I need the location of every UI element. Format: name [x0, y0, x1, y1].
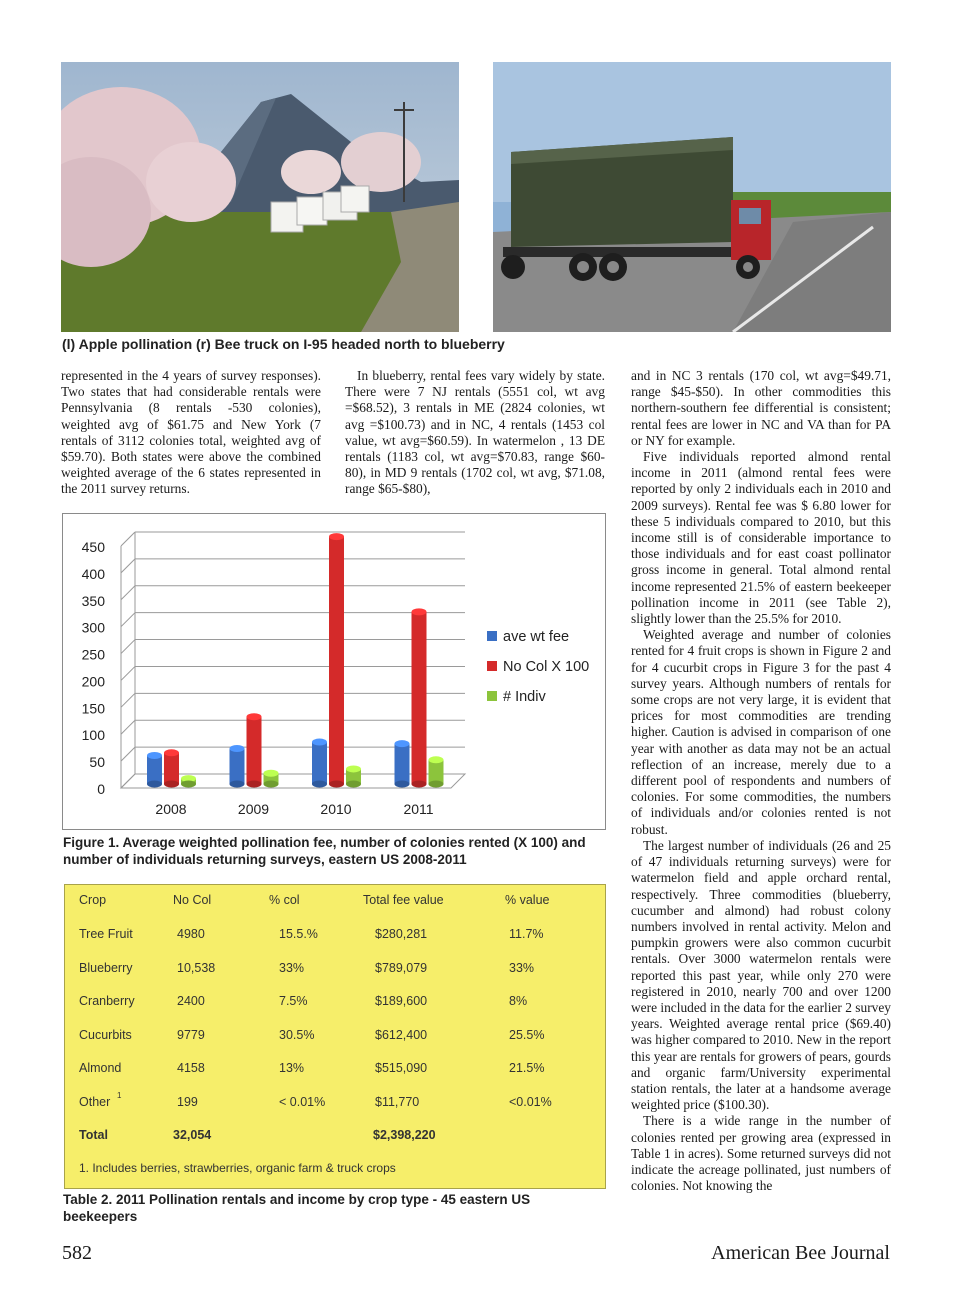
y-tick-label: 350 — [81, 592, 105, 609]
bar-cap — [329, 533, 344, 540]
y-tick-label: 300 — [81, 619, 105, 636]
gridline-diagonal — [121, 586, 135, 600]
header-no-col: No Col — [173, 893, 212, 907]
column-3-paragraph: There is a wide range in the number of colonies rented per growing area (expressed in Table 1 in acres). Some returned surveys did not indicate the acreage pollinated, just numbers of colonies. Not knowing the — [631, 1113, 891, 1194]
x-tick-label: 2010 — [320, 801, 352, 817]
legend-swatch — [487, 661, 497, 671]
column-1-paragraph: represented in the 4 years of survey responses). Two states that had considerable rentals were Pennsylvania (8 rentals -530 colonies), weighted avg of $61.75 and New York (7 rentals of 3112 colonies total, weighted avg of $59.70). Both states were above the combined weighted average of the 6 states represented in the 2011 survey returns. — [61, 368, 321, 497]
y-tick-label: 0 — [97, 781, 105, 797]
cell-crop: Cranberry — [79, 994, 135, 1009]
journal-name: American Bee Journal — [711, 1242, 890, 1264]
bee-truck-image — [493, 62, 891, 332]
cell-total-fee: $11,770 — [375, 1095, 420, 1109]
table-row — [65, 927, 605, 947]
bar-cap — [230, 745, 245, 752]
gridline-diagonal — [121, 747, 135, 761]
bar-base — [346, 781, 361, 788]
legend-swatch — [487, 691, 497, 701]
y-tick-label: 250 — [81, 646, 105, 663]
cell-crop: Other — [79, 1095, 111, 1109]
photo-caption: (l) Apple pollination (r) Bee truck on I-95 headed north to blueberry — [62, 336, 505, 352]
y-tick-label: 100 — [81, 727, 105, 744]
total-fee: $2,398,220 — [373, 1128, 436, 1142]
gridline-diagonal — [121, 720, 135, 734]
bar-cap — [147, 752, 162, 759]
cell-total-fee: $612,400 — [375, 1027, 428, 1042]
cell-crop: Tree Fruit — [79, 927, 133, 941]
cell-pct-value: <0.01% — [509, 1095, 552, 1109]
apple-orchard-image — [61, 62, 459, 332]
bar-base — [264, 781, 279, 788]
bar-chart — [63, 514, 605, 829]
bar-cap — [164, 749, 179, 756]
column-3-paragraph: Weighted average and number of colonies rented for 4 fruit crops is shown in Figure 2 and for 4 cucurbit crops in Figure 3 for the past 4 survey years. Although numbers of rentals for some crops are not very large, it is evident that prices for most commodities are trending higher. Caution is advised in comparison of one year with another as data may not be an actual reflection of an increase, merely due to a different pool of respondents and numbers of colonies. For some commodities, the numbers of individuals and/or colonies rented is not robust. — [631, 627, 891, 837]
column-2-paragraph: In blueberry, rental fees vary widely by state. There were 7 NJ rentals (5551 col, wt avg =$68.52), 3 rentals in ME (2824 colonies, wt avg =$100.73) and in NC, 4 rentals (1453 col value, wt avg=$60.59). In watermelon , 13 DE rentals (1183 col, wt avg=$70.83, range $60-80), in MD 9 rentals (1702 col, wt avg, $71.08, range $65-$80), — [345, 368, 605, 497]
cell-no-col: 10,538 — [177, 960, 216, 975]
cell-total-fee: $515,090 — [375, 1061, 428, 1076]
header-pct-value: % value — [505, 893, 550, 907]
apple-pollination-photo — [61, 62, 459, 332]
cell-pct-value: 25.5% — [509, 1027, 545, 1042]
gridline-diagonal — [121, 559, 135, 573]
table-footnote — [65, 1161, 605, 1179]
legend-swatch — [487, 631, 497, 641]
bar-base — [147, 781, 162, 788]
cell-total-fee: $189,600 — [375, 994, 428, 1009]
bar-base — [412, 781, 427, 788]
cell-no-col: 9779 — [177, 1027, 205, 1042]
bar-no-col-x-100 — [329, 537, 344, 784]
cell-pct-col: 30.5% — [279, 1027, 315, 1042]
bar-base — [164, 781, 179, 788]
cell-pct-col: < 0.01% — [279, 1095, 326, 1109]
column-3-paragraph: The largest number of individuals (26 and 25 of 47 individuals returning surveys) were for watermelon field and apple orchard rental, respectively. Three commodities (blueberry, cucumber and almond) had robust colony numbers involved in rental activity. Melon and pumpkin growers were also common cucurbit rentals. Over 3000 watermelon rentals were reported this past year, while only 270 were registered in 2010, nearly 700 and over 1200 were included in the data for the earlier 2 survey years. Weighted average rental price ($69.40) was higher compared to 2010. New in the report this year are rentals for growers of pears, gourds and organic farm/University experimental station rentals, the later at a handsome average weighted price ($100.30). — [631, 837, 891, 1113]
bar-cap — [264, 770, 279, 777]
table-row — [65, 1091, 605, 1115]
bar-no-col-x-100 — [247, 717, 262, 784]
bar-cap — [247, 713, 262, 720]
column-1-text — [61, 368, 321, 498]
cell-pct-value: 11.7% — [509, 927, 544, 941]
bar-cap — [395, 740, 410, 747]
cell-pct-col: 15.5.% — [279, 927, 318, 941]
gridline-diagonal — [121, 532, 135, 546]
cell-crop: Blueberry — [79, 960, 133, 975]
footnote-text: 1. Includes berries, strawberries, organic farm & truck crops — [79, 1161, 396, 1175]
table-row — [65, 1061, 605, 1081]
bar-base — [247, 781, 262, 788]
bar-cap — [429, 756, 444, 763]
cell-pct-col: 13% — [279, 1061, 305, 1076]
footnote-marker: 1 — [117, 1091, 122, 1100]
gridline-diagonal — [121, 693, 135, 707]
figure-1-caption: Figure 1. Average weighted pollination fee, number of colonies rented (X 100) and number of individuals returning surveys, eastern US 2008-2011 — [63, 835, 586, 867]
bee-truck-photo — [493, 62, 891, 332]
gridline-diagonal — [121, 640, 135, 654]
bar-base — [181, 781, 196, 788]
bar-cap — [346, 765, 361, 772]
table-header-row — [65, 893, 605, 913]
table-2-caption: Table 2. 2011 Pollination rentals and income by crop type - 45 eastern US beekeepers — [63, 1192, 531, 1224]
legend-label: ave wt fee — [503, 629, 570, 645]
bar-ave-wt-fee — [147, 755, 162, 784]
cell-crop: Cucurbits — [79, 1027, 132, 1042]
y-tick-label: 400 — [81, 565, 105, 582]
table-2 — [64, 884, 606, 1189]
cell-no-col: 199 — [177, 1095, 198, 1109]
total-crop: Total — [79, 1128, 108, 1142]
y-tick-label: 150 — [81, 700, 105, 717]
bar-cap — [412, 608, 427, 615]
bar-base — [230, 781, 245, 788]
bar-ave-wt-fee — [230, 749, 245, 784]
gridline-diagonal — [121, 666, 135, 680]
cell-no-col: 4158 — [177, 1061, 205, 1076]
header-total-fee: Total fee value — [363, 893, 444, 907]
figure-1-chart — [62, 513, 606, 830]
cell-no-col: 4980 — [177, 927, 205, 941]
y-tick-label: 450 — [81, 539, 105, 555]
column-3-paragraph: Five individuals reported almond rental income in 2011 (almond rental fees were reported by only 2 individuals each in 2010 and 2009 surveys). Rental fee was $ 6.80 lower for these 5 individuals compared to 2010, but this income still is of considerable importance to those individuals and for east coast pollinator gross income in general. Total almond rental income represented 21.5% of eastern beekeeper pollination income in 2011 (see Table 2), slightly lower than the 25.5% for 2010. — [631, 449, 891, 627]
bar-ave-wt-fee — [395, 744, 410, 784]
cell-total-fee: $280,281 — [375, 927, 428, 941]
bar-base — [329, 781, 344, 788]
page-number: 582 — [62, 1242, 92, 1264]
header-pct-col: % col — [269, 893, 300, 907]
column-3-text — [631, 368, 891, 1194]
bar--indiv — [429, 760, 444, 784]
bar-ave-wt-fee — [312, 742, 327, 784]
cell-pct-col: 7.5% — [279, 994, 308, 1009]
cell-total-fee: $789,079 — [375, 960, 428, 975]
cell-crop: Almond — [79, 1061, 122, 1076]
table-total-row — [65, 1128, 605, 1148]
table-row — [65, 1028, 605, 1048]
cell-pct-value: 33% — [509, 960, 535, 975]
bar-base — [395, 781, 410, 788]
bar-no-col-x-100 — [412, 612, 427, 784]
cell-pct-value: 8% — [509, 994, 528, 1009]
column-2-text — [345, 368, 605, 498]
table-row — [65, 994, 605, 1014]
bar-cap — [312, 739, 327, 746]
bar-base — [429, 781, 444, 788]
header-crop: Crop — [79, 893, 107, 907]
x-tick-label: 2008 — [155, 801, 187, 817]
cell-no-col: 2400 — [177, 994, 205, 1009]
legend-label: No Col X 100 — [503, 659, 590, 675]
bar-base — [312, 781, 327, 788]
x-tick-label: 2009 — [237, 801, 270, 817]
gridline-diagonal — [121, 613, 135, 627]
table-row — [65, 961, 605, 981]
legend-label: # Indiv — [503, 689, 546, 705]
column-3-paragraph: and in NC 3 rentals (170 col, wt avg=$49.71, range $45-$50). In other commodities this northern-southern fee differential is consistent; rental fees are lower in NC and VA than for PA or NY for example. — [631, 368, 891, 448]
y-tick-label: 50 — [89, 754, 105, 771]
y-tick-label: 200 — [81, 673, 105, 690]
cell-pct-col: 33% — [279, 960, 305, 975]
bar-no-col-x-100 — [164, 753, 179, 784]
x-tick-label: 2011 — [403, 801, 434, 817]
total-col: 32,054 — [173, 1128, 212, 1142]
cell-pct-value: 21.5% — [509, 1061, 545, 1076]
